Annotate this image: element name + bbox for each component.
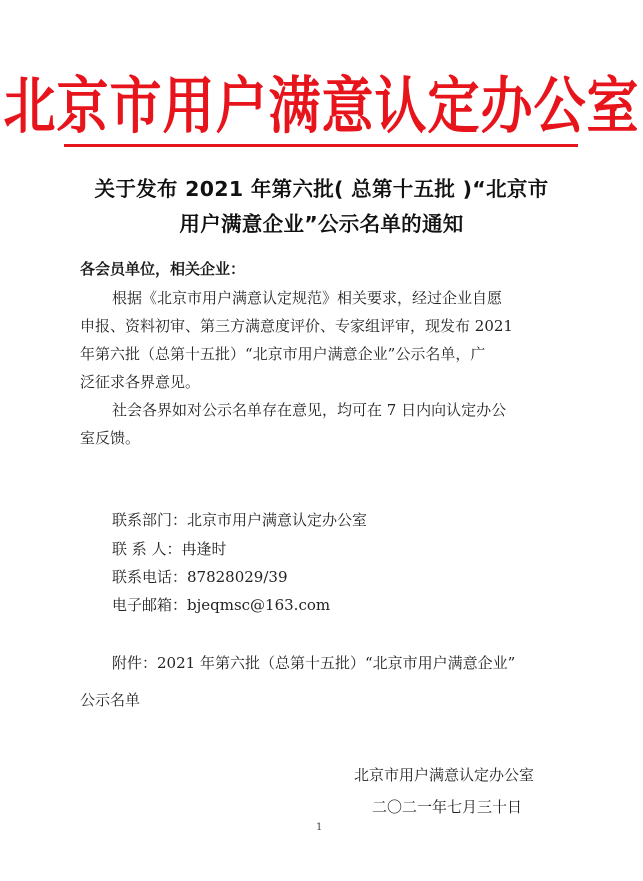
page-number: 1 [316,822,323,833]
body-paragraph-1-line-2: 申报、资料初审、第三方满意度评价、专家组评审，现发布 2021 [80,317,513,335]
attachment-line-1: 附件：2021 年第六批（总第十五批）“北京市用户满意企业” [112,654,516,672]
body-paragraph-1-line-3: 年第六批（总第十五批）“北京市用户满意企业”公示名单，广 [80,345,486,363]
body-paragraph-1-line-4: 泛征求各界意见。 [80,373,201,391]
contact-person: 联 系 人：冉逢时 [112,540,227,558]
contact-phone: 联系电话：87828029/39 [112,568,288,586]
letterhead [0,64,643,142]
body-paragraph-2-line-2: 室反馈。 [80,429,141,447]
contact-email: 电子邮箱：bjeqmsc@163.com [112,596,331,614]
body-paragraph-1-line-1: 根据《北京市用户满意认定规范》相关要求，经过企业自愿 [112,289,503,307]
body-paragraph-2-line-1: 社会各界如对公示名单存在意见，均可在 7 日内向认定办公 [112,401,507,419]
document-title-line-1: 关于发布 2021 年第六批( 总第十五批 )“北京市 [94,177,549,201]
contact-department: 联系部门：北京市用户满意认定办公室 [112,511,368,529]
signature-date: 二〇二一年七月三十日 [372,798,523,816]
salutation: 各会员单位，相关企业： [80,260,246,278]
document-title-line-2: 用户满意企业”公示名单的通知 [179,212,464,236]
letterhead-org-name: 北京市用户满意认定办公室 [3,69,640,142]
signature-organization: 北京市用户满意认定办公室 [354,766,535,784]
attachment-line-2: 公示名单 [80,691,141,709]
letterhead-rule [64,144,578,147]
